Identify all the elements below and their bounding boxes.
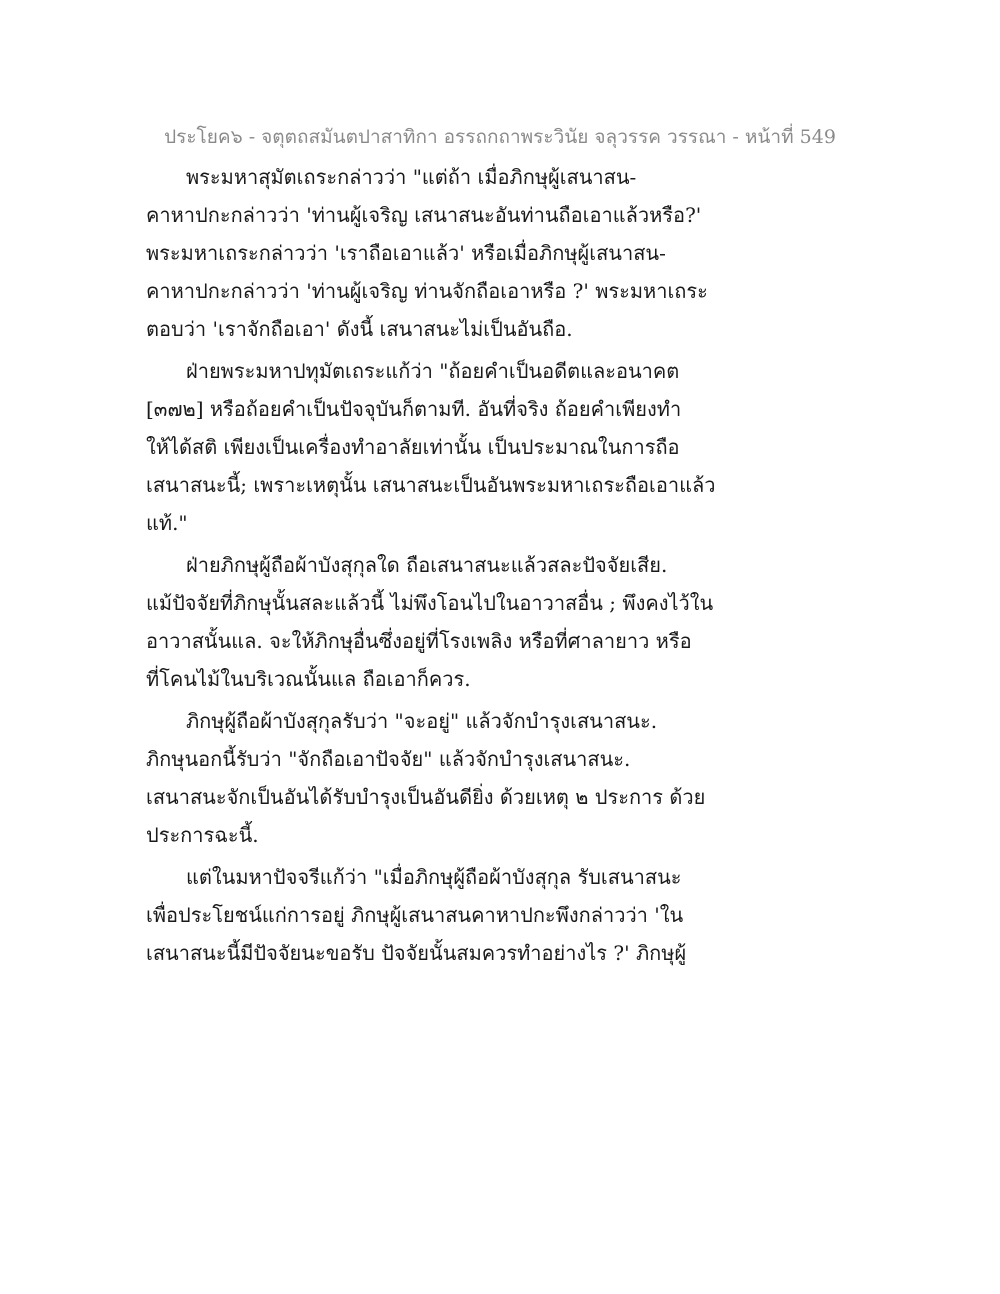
text-line: พระมหาสุมัตเถระกล่าวว่า "แต่ถ้า เมื่อภิกษุผู้เสนาสน- xyxy=(186,165,637,189)
paragraph-3 xyxy=(146,546,716,698)
text-line: อาวาสนั้นแล. จะให้ภิกษุอื่นซึ่งอยู่ที่โรงเพลิง หรือที่ศาลายาว หรือ xyxy=(146,629,692,653)
text-line: ฝ่ายภิกษุผู้ถือผ้าบังสุกุลใด ถือเสนาสนะแล้วสละปัจจัยเสีย. xyxy=(186,553,668,577)
text-line: ให้ได้สติ เพียงเป็นเครื่องทำอาลัยเท่านั้น เป็นประมาณในการถือ xyxy=(146,435,680,459)
text-line: [๓๗๒] หรือถ้อยคำเป็นปัจจุบันก็ตามที. อันที่จริง ถ้อยคำเพียงทำ xyxy=(146,397,682,421)
paragraph-5 xyxy=(146,858,716,972)
text-line: เสนาสนะนี้มีปัจจัยนะขอรับ ปัจจัยนั้นสมควรทำอย่างไร ?' ภิกษุผู้ xyxy=(146,941,687,965)
text-line: เสนาสนะนี้; เพราะเหตุนั้น เสนาสนะเป็นอันพระมหาเถระถือเอาแล้ว xyxy=(146,473,716,497)
text-line: ตอบว่า 'เราจักถือเอา' ดังนี้ เสนาสนะไม่เป็นอันถือ. xyxy=(146,317,573,341)
body-text xyxy=(146,158,716,972)
text-line: ประการฉะนี้. xyxy=(146,823,259,847)
text-line: คาหาปกะกล่าวว่า 'ท่านผู้เจริญ เสนาสนะอันท่านถือเอาแล้วหรือ?' xyxy=(146,203,702,227)
text-line: เสนาสนะจักเป็นอันได้รับบำรุงเป็นอันดียิ่ง ด้วยเหตุ ๒ ประการ ด้วย xyxy=(146,785,706,809)
text-line: ภิกษุนอกนี้รับว่า "จักถือเอาปัจจัย" แล้วจักบำรุงเสนาสนะ. xyxy=(146,747,631,771)
text-line: ที่โคนไม้ในบริเวณนั้นแล ถือเอาก็ควร. xyxy=(146,667,471,691)
text-line: แท้." xyxy=(146,511,188,535)
paragraph-1 xyxy=(146,158,716,348)
text-line: ฝ่ายพระมหาปทุมัตเถระแก้ว่า "ถ้อยคำเป็นอดีตและอนาคต xyxy=(186,359,680,383)
text-line: เพื่อประโยชน์แก่การอยู่ ภิกษุผู้เสนาสนคาหาปกะพึงกล่าวว่า 'ใน xyxy=(146,903,684,927)
paragraph-2 xyxy=(146,352,716,542)
text-line: แม้ปัจจัยที่ภิกษุนั้นสละแล้วนี้ ไม่พึงโอนไปในอาวาสอื่น ; พึงคงไว้ใน xyxy=(146,591,714,615)
page-header: ประโยค๖ - จตุตถสมันตปาสาทิกา อรรถกถาพระวินัย จลุวรรค วรรณา - หน้าที่ 549 xyxy=(164,126,836,148)
text-line: คาหาปกะกล่าวว่า 'ท่านผู้เจริญ ท่านจักถือเอาหรือ ?' พระมหาเถระ xyxy=(146,279,708,303)
paragraph-4 xyxy=(146,702,716,854)
text-line: ภิกษุผู้ถือผ้าบังสุกุลรับว่า "จะอยู่" แล้วจักบำรุงเสนาสนะ. xyxy=(186,709,658,733)
text-line: พระมหาเถระกล่าวว่า 'เราถือเอาแล้ว' หรือเมื่อภิกษุผู้เสนาสน- xyxy=(146,241,666,265)
text-line: แต่ในมหาปัจจรีแก้ว่า "เมื่อภิกษุผู้ถือผ้าบังสุกุล รับเสนาสนะ xyxy=(186,865,682,889)
